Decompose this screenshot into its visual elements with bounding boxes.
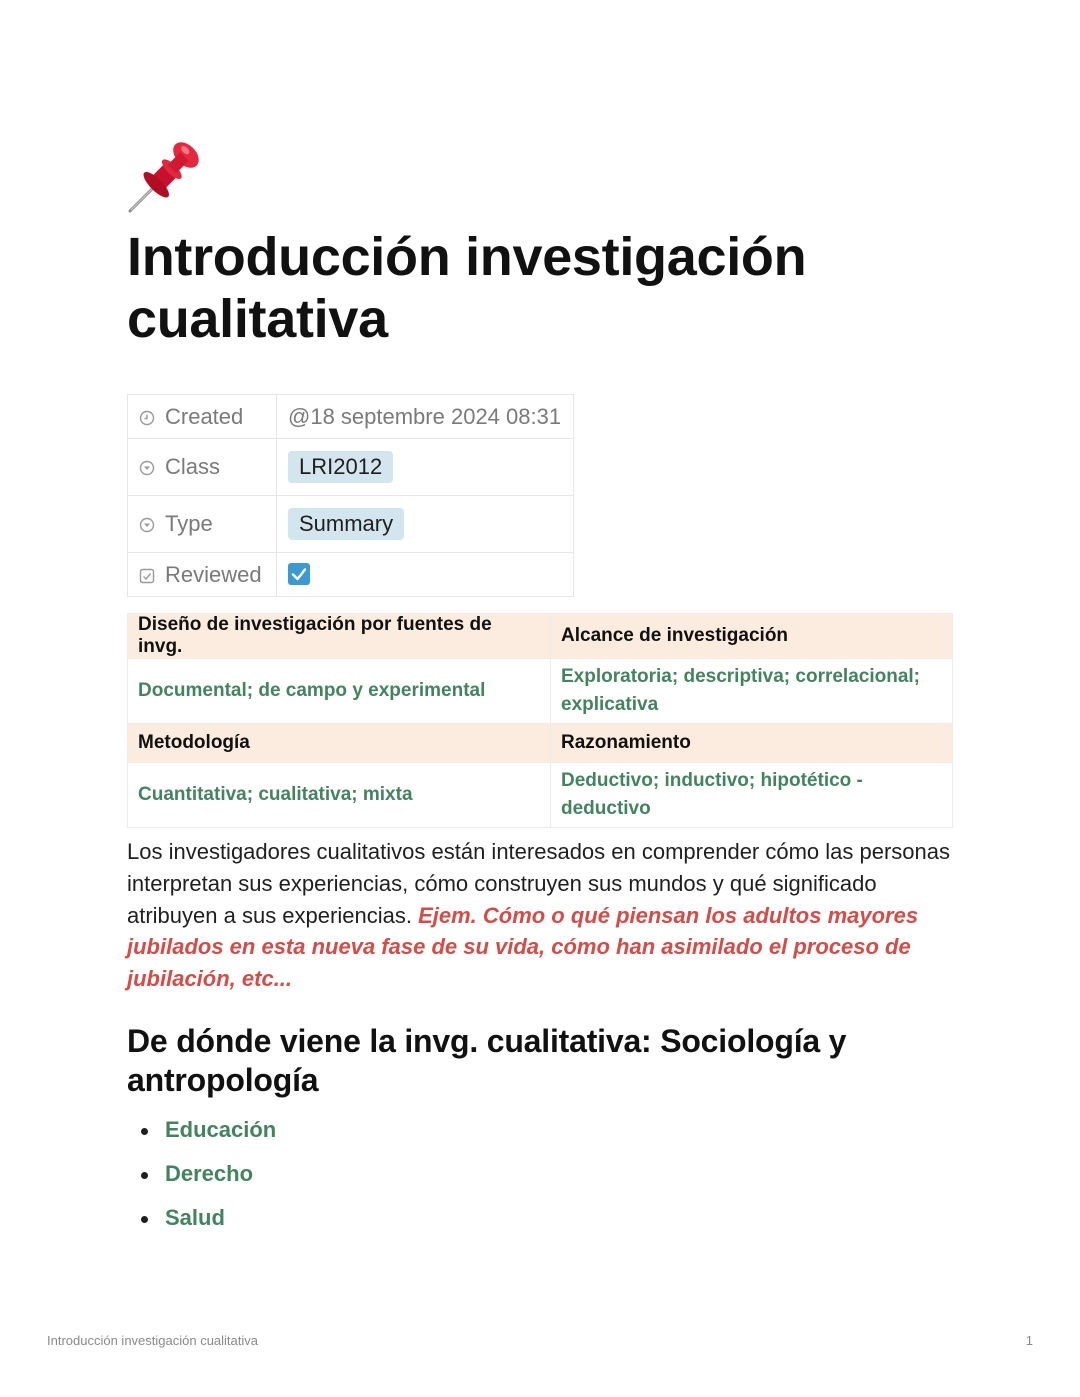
select-icon [139, 460, 155, 476]
research-design-table [127, 613, 953, 828]
property-label-reviewed: Reviewed [165, 561, 262, 587]
table-header-row [128, 614, 953, 659]
table-cell: Exploratoria; descriptiva; correlacional; explicativa [551, 659, 953, 724]
property-label-created: Created [165, 403, 244, 429]
intro-paragraph [127, 836, 953, 995]
table-row [128, 659, 953, 724]
type-tag[interactable]: Summary [288, 508, 404, 540]
example-highlight: Ejem. Cómo o qué piensan los adultos mayores jubilados en esta nueva fase de su vida, cómo han asimilado el proceso de jubilación, etc... [127, 902, 919, 992]
property-label-type: Type [165, 511, 213, 536]
property-row-class [128, 439, 574, 496]
table-header-cell: Alcance de investigación [551, 614, 953, 659]
property-row-created [128, 395, 574, 439]
table-row [128, 763, 953, 828]
bullet-icon [141, 1172, 148, 1179]
pushpin-icon [127, 138, 203, 214]
property-row-reviewed [128, 553, 574, 597]
list-item: Educación [127, 1113, 276, 1157]
section-heading: De dónde viene la invg. cualitativa: Sociología y antropología [127, 1023, 847, 1098]
page-title: Introducción investigación cualitativa [127, 227, 807, 349]
property-label-class: Class [165, 454, 221, 479]
checkmark-icon [288, 563, 310, 585]
bullet-icon [141, 1128, 148, 1135]
properties-table [127, 394, 574, 597]
footer-title: Introducción investigación cualitativa [47, 1333, 259, 1348]
table-header-cell: Metodología [128, 724, 551, 763]
clock-icon [139, 410, 155, 426]
reviewed-checkbox[interactable] [288, 563, 310, 585]
list-item: Salud [127, 1201, 276, 1245]
table-header-cell: Diseño de investigación por fuentes de invg. [128, 614, 551, 659]
page-number: 1 [1025, 1333, 1033, 1348]
list-item: Derecho [127, 1157, 276, 1201]
property-value-created[interactable]: @18 septembre 2024 08:31 [277, 395, 574, 439]
checkbox-icon [139, 568, 155, 584]
paragraph-text: Los investigadores cualitativos están interesados en comprender cómo las personas interpretan sus experiencias, cómo construyen sus mundos y qué significado atribuyen a sus experiencias. [127, 839, 951, 928]
table-cell: Cuantitativa; cualitativa; mixta [128, 763, 551, 828]
table-header-row [128, 724, 953, 763]
table-header-cell: Razonamiento [551, 724, 953, 763]
select-icon [139, 517, 155, 533]
table-cell: Deductivo; inductivo; hipotético - deductivo [551, 763, 953, 828]
bullet-list [127, 1113, 276, 1245]
bullet-icon [141, 1216, 148, 1223]
property-row-type [128, 496, 574, 553]
class-tag[interactable]: LRI2012 [288, 451, 393, 483]
table-cell: Documental; de campo y experimental [128, 659, 551, 724]
